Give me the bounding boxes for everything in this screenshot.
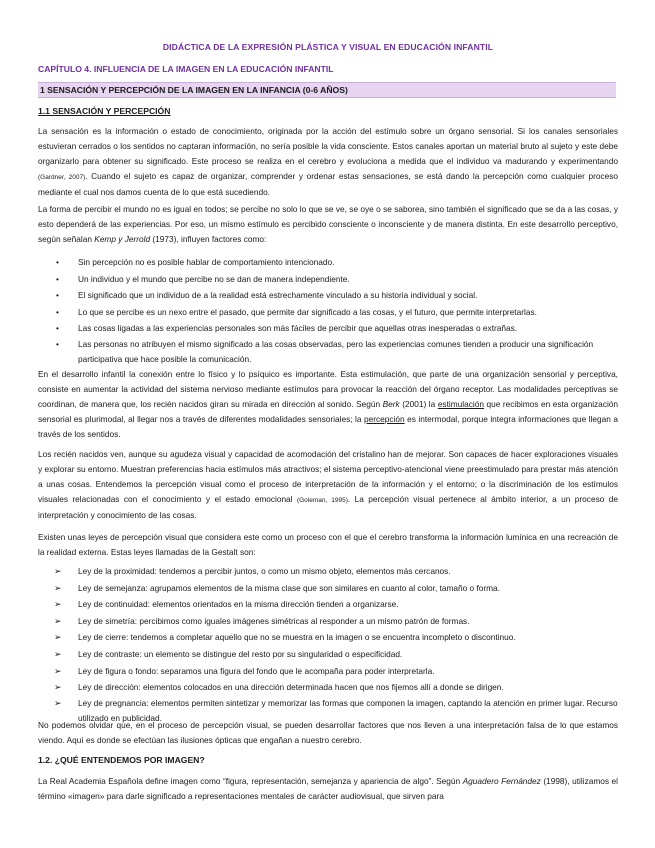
list-item [38,287,618,304]
list-item-text: Ley de pregnancia: elementos permiten sintetizar y memorizar las formas que componen la imagen, captando la atención en primer lugar. Recurso utilizado en publicidad. [78,697,618,723]
citation: (Goleman, 1995) [296,497,348,504]
list-item-text: Ley de continuidad: elementos orientados en la misma dirección tienden a organizarse. [78,599,399,610]
author-reference: Berk [382,399,400,409]
bullet-icon: • [56,257,59,267]
bullet-icon: • [56,290,59,301]
paragraph-image-definition [38,774,618,804]
section-heading: 1 SENSACIÓN Y PERCEPCIÓN DE LA IMAGEN EN LA INFANCIA (0-6 AÑOS) [40,84,348,95]
list-item [38,679,618,696]
list-item-text: Ley de cierre: tendemos a completar aquello que no se muestra en la imagen o se encuentra incompleto o discontinuo. [78,632,516,643]
arrow-bullet-icon: ➢ [54,682,62,693]
arrow-bullet-icon: ➢ [54,599,62,610]
list-item-text: Ley de semejanza: agrupamos elementos de la misma clase que son similares en cuanto al color, tamaño o forma. [78,582,500,593]
factors-bullet-list [38,254,618,367]
list-item-text: Un individuo y el mundo que percibe no se dan de manera independiente. [78,273,350,284]
paragraph-perceiving [38,202,618,247]
author-reference: Aguadero Fernández [462,776,541,786]
text-run: es intermodal, porque integra informaciones que llegan a través de los sentidos. [38,414,619,439]
author-reference: Kemp y Jerrold [94,234,151,244]
paragraph-sensation [38,124,618,200]
list-item [38,320,618,337]
paragraph-development [38,367,618,442]
list-item-text: Ley de dirección: elementos colocados en una dirección determinada hacen que nos fijemos allí a donde se dirigen. [78,682,504,693]
text-run: (2001) la [399,399,438,409]
citation: (Gardner, 2007) [38,174,86,181]
keyword-perception: percepción [364,414,405,424]
paragraph-gestalt-intro: Existen unas leyes de percepción visual que considera este como un proceso con el que el cerebro transforma la información lumínica en una recreación de la realidad externa. Estas leyes llamadas de la Gestalt son: [38,532,618,557]
text-run: La Real Academia Española define imagen como “figura, representación, semejanza y apariencia de algo”. Según [38,776,463,786]
list-item-text: Ley de figura o fondo: separamos una figura del fondo que le acompaña para poder interpretarla. [78,665,435,676]
text-run: Los recién nacidos ven, aunque su agudeza visual y capacidad de acomodación del cristalino han de mejorar. Son capaces de hacer exploraciones visuales y explorar su entorno. Muestran preferencias hacia estímulos más atractivos; el sistema perceptivo-atencional viene preestimulado para prestar más atención a unas cosas. Entendemos la percepción visual como el proceso de interpretación de la información y el entorno; o la discriminación de los estímulos visuales relacionadas con el conocimiento y el estado emocional [38,449,618,504]
arrow-bullet-icon: ➢ [54,697,62,708]
text-run: que recibimos en esta organización sensorial es plurimodal, al llegar nos a través de diferentes modalidades sensoriales; la [38,399,619,424]
list-item-text: Ley de contraste: un elemento se distingue del resto por su singularidad o especificidad. [78,648,403,659]
text-run: (1973), influyen factores como: [150,234,267,244]
arrow-bullet-icon: ➢ [54,582,62,593]
paragraph-newborns [38,447,618,523]
chapter-heading: CAPÍTULO 4. INFLUENCIA DE LA IMAGEN EN LA EDUCACIÓN INFANTIL [38,64,334,74]
list-item [38,663,618,680]
list-item [38,613,618,630]
list-item-text: Ley de la proximidad: tendemos a percibir juntos, o como un mismo objeto, elementos más cercanos. [78,566,451,576]
text-run: . La percepción visual pertenece al ámbito interior, a un proceso de interpretación y conocimiento de las cosas. [38,494,618,520]
list-item [38,337,618,367]
list-item [38,304,618,321]
keyword-stimulation: estimulación [437,399,484,409]
section-heading-bar [38,82,616,98]
list-item-text: Sin percepción no es posible hablar de comportamiento intencionado. [78,257,335,267]
text-run: . Cuando el sujeto es capaz de organizar, comprender y ordenar estas sensaciones, se está dando la percepción como cualquier proceso mediante el cual nos damos cuenta de lo que está sucediendo. [38,171,619,197]
arrow-bullet-icon: ➢ [54,648,62,659]
list-item-text: Lo que se percibe es un nexo entre el pasado, que permite dar significado a las cosas, y el futuro, que permite interpretarlas. [78,306,537,317]
arrow-bullet-icon: ➢ [54,632,62,643]
bullet-icon: • [56,323,59,334]
list-item [38,646,618,663]
subsection-heading-text: 1.1 SENSACIÓN Y PERCEPCIÓN [38,106,171,116]
gestalt-laws-list [38,563,618,726]
list-item [38,271,618,288]
list-item [38,580,618,597]
document-title: DIDÁCTICA DE LA EXPRESIÓN PLÁSTICA Y VISUAL EN EDUCACIÓN INFANTIL [162,42,494,52]
subsection-heading-1-2: 1.2. ¿QUÉ ENTENDEMOS POR IMAGEN? [38,755,205,765]
bullet-icon: • [56,273,59,284]
list-item-text: Las cosas ligadas a las experiencias personales son más fáciles de percibir que aquellas otras inesperadas o extrañas. [78,323,518,334]
list-item-text: Las personas no atribuyen el mismo significado a las cosas observadas, pero las experiencias comunes tienden a producir una significación participativa que hace posible la comunicación. [78,338,594,364]
list-item-text: Ley de simetría: percibimos como iguales imágenes simétricas al responder a un mismo patrón de formas. [78,615,470,626]
text-run: La forma de percibir el mundo no es igual en todos; se percibe no solo lo que se ve, se oye o se saborea, sino también el significado que se da a las cosas, y esto dependerá de las experiencias. Por eso, un mismo estímulo es percibido consciente o inconsciente y de manera distinta. En este desarrollo perceptivo, según señalan [38,204,618,244]
list-item [38,596,618,613]
list-item [38,629,618,646]
paragraph-optical-illusions: No podemos olvidar que, en el proceso de percepción visual, se pueden desarrollar factores que nos lleven a una interpretación falsa de lo que estamos viendo. Aquí es donde se efectúan las ilusiones ópticas que engañan a nuestro cerebro. [38,720,618,745]
list-item [38,254,618,271]
subsection-heading-1-1 [38,106,170,116]
text-run: La sensación es la información o estado de conocimiento, originada por la acción del estímulo sobre un órgano sensorial. Si los canales sensoriales estuvieran cerrados o los sentidos no captaran información, no sería posible la vida consciente. Estos canales aportan un material bruto al sujeto y este debe organizarlo para obtener su significado. Este proceso se realiza en el cerebro y evoluciona a medida que el individuo va madurando y experimentando [38,126,618,166]
bullet-icon: • [56,306,59,317]
text-run: (1998), utilizamos el término «imagen» para darle significado a representaciones mentales de carácter audiovisual, que sirven para [38,776,618,801]
arrow-bullet-icon: ➢ [54,615,62,626]
bullet-icon: • [56,338,59,349]
arrow-bullet-icon: ➢ [54,566,62,576]
text-run: En el desarrollo infantil la conexión entre lo físico y lo psíquico es importante. Esta estimulación, que parte de una organización sensorial y perceptiva, consiste en aumentar la actividad del sistema nervioso mediante estímulos para provocar la reacción del órgano receptor. Las modalidades perceptivas se coordinan, de manera que, los recién nacidos giran su mirada en dirección al sonido. Según [38,369,618,409]
arrow-bullet-icon: ➢ [54,665,62,676]
list-item [38,563,618,580]
list-item-text: El significado que un individuo de a la realidad está estrechamente vinculado a su historia individual y social. [78,290,478,301]
